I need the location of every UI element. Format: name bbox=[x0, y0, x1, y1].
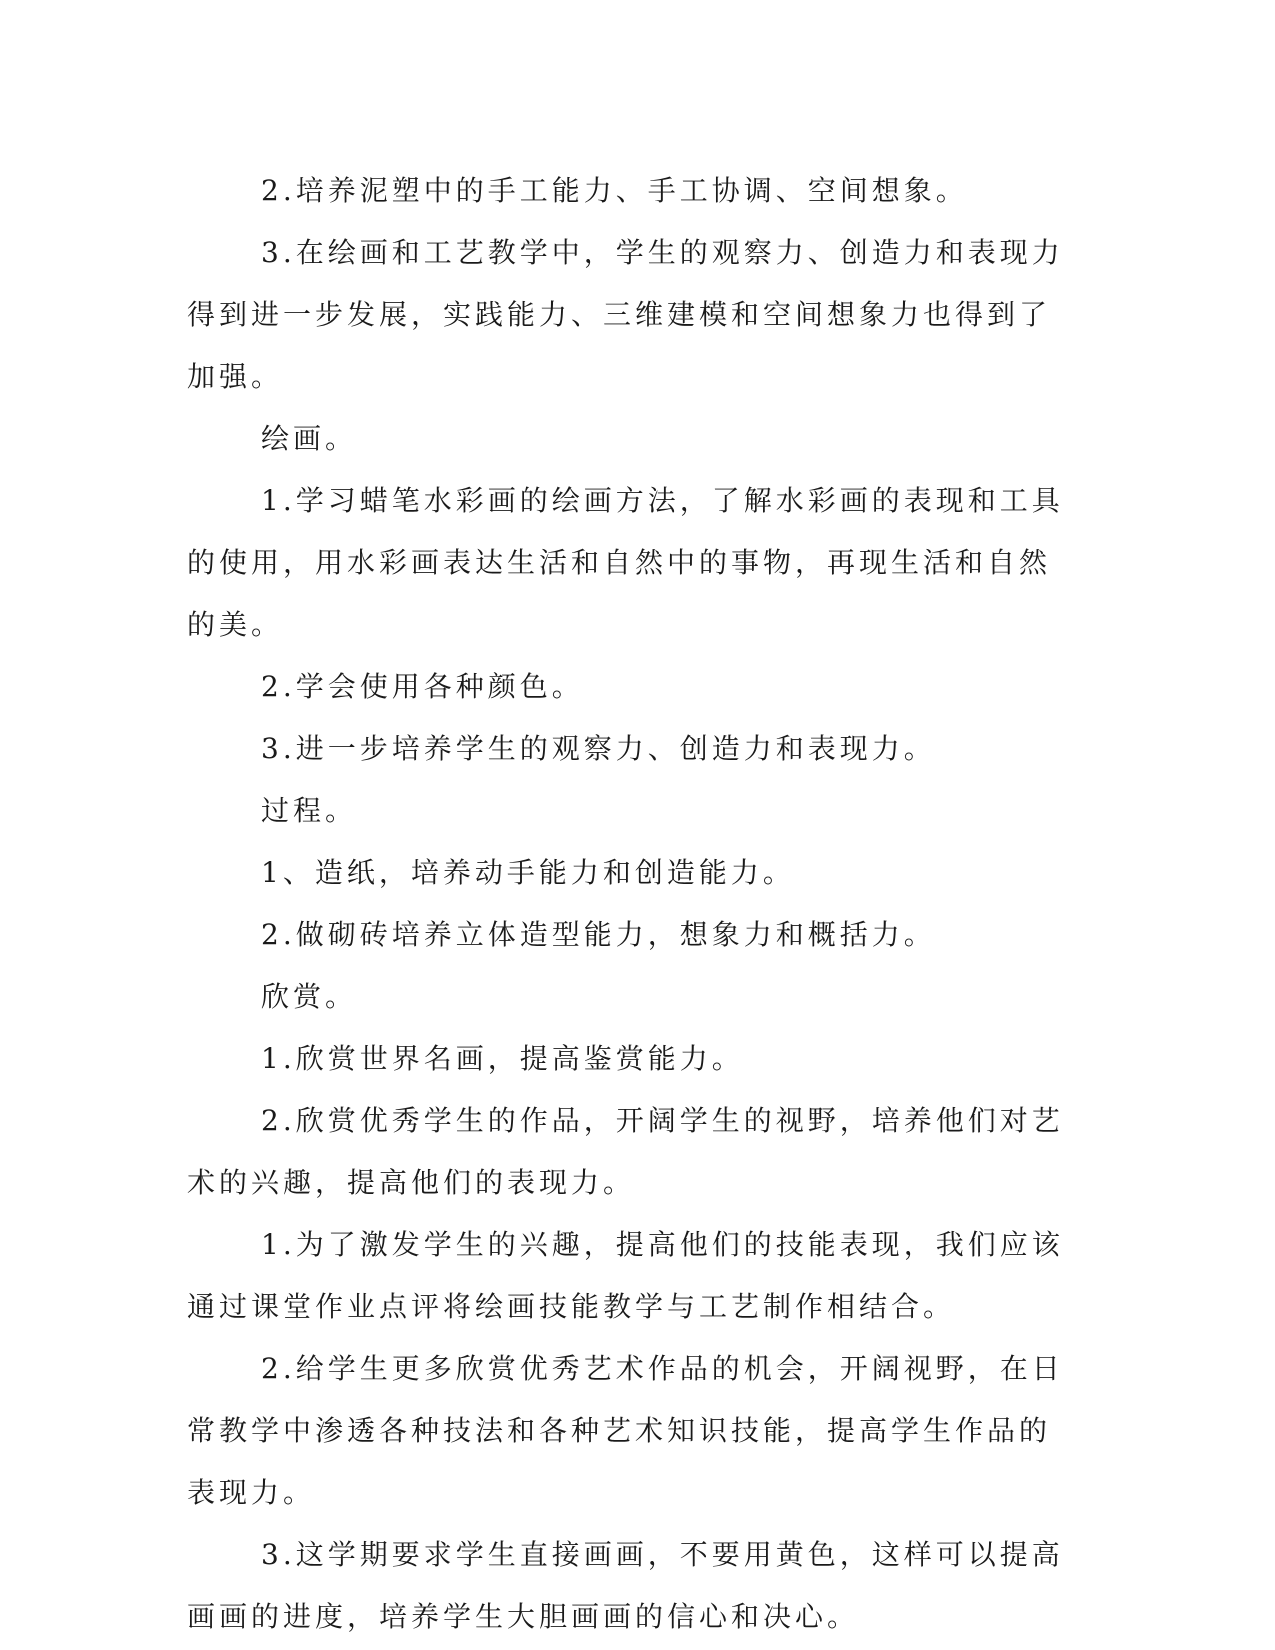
paragraph: 1.为了激发学生的兴趣，提高他们的技能表现，我们应该通过课堂作业点评将绘画技能教学与工艺制作相结合。 bbox=[187, 1228, 1064, 1323]
paragraph: 2.欣赏优秀学生的作品，开阔学生的视野，培养他们对艺术的兴趣，提高他们的表现力。 bbox=[187, 1104, 1064, 1199]
paragraph: 2.给学生更多欣赏优秀艺术作品的机会，开阔视野，在日常教学中渗透各种技法和各种艺术知识技能，提高学生作品的表现力。 bbox=[187, 1352, 1064, 1509]
paragraph: 3.这学期要求学生直接画画，不要用黄色，这样可以提高画画的进度，培养学生大胆画画的信心和决心。 bbox=[187, 1538, 1064, 1633]
paragraph: 2.培养泥塑中的手工能力、手工协调、空间想象。 bbox=[261, 174, 968, 207]
paragraph: 1.欣赏世界名画，提高鉴赏能力。 bbox=[261, 1042, 744, 1075]
paragraph: 1、造纸，培养动手能力和创造能力。 bbox=[261, 856, 795, 889]
document-body bbox=[187, 160, 1067, 1648]
paragraph: 3.在绘画和工艺教学中，学生的观察力、创造力和表现力得到进一步发展，实践能力、三维建模和空间想象力也得到了加强。 bbox=[187, 236, 1064, 393]
paragraph: 2.学会使用各种颜色。 bbox=[261, 670, 584, 703]
paragraph: 1.学习蜡笔水彩画的绘画方法，了解水彩画的表现和工具的使用，用水彩画表达生活和自然中的事物，再现生活和自然的美。 bbox=[187, 484, 1064, 641]
paragraph: 2.做砌砖培养立体造型能力，想象力和概括力。 bbox=[261, 918, 936, 951]
section-heading: 过程。 bbox=[261, 794, 358, 827]
paragraph: 3.进一步培养学生的观察力、创造力和表现力。 bbox=[261, 732, 936, 765]
section-heading: 欣赏。 bbox=[261, 980, 358, 1013]
section-heading: 绘画。 bbox=[261, 422, 358, 455]
